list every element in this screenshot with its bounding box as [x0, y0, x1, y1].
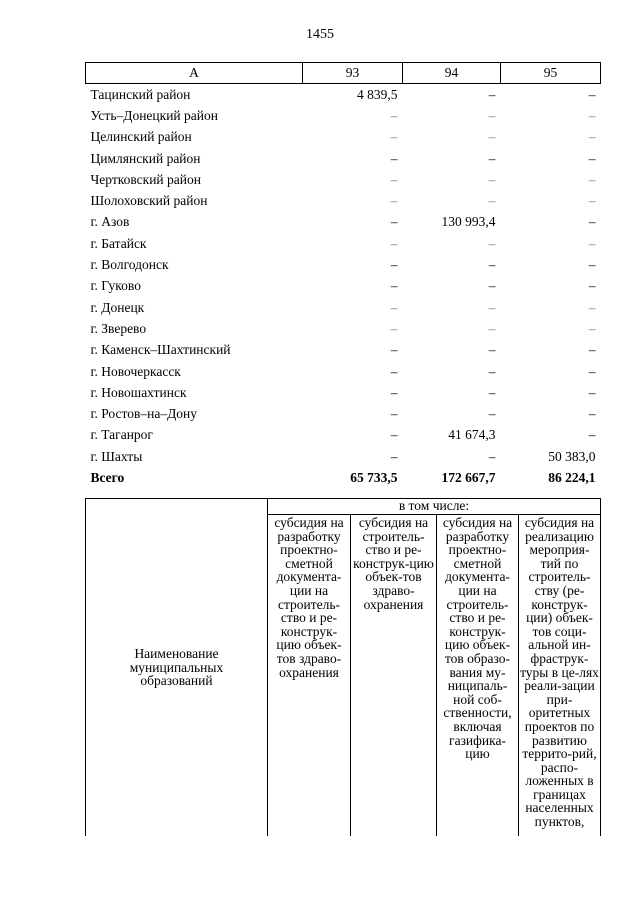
header-col-a: А — [86, 63, 303, 84]
row-value-94: – — [488, 107, 496, 123]
column-subsidy-build-health — [351, 515, 437, 837]
row-value-95: – — [588, 427, 596, 443]
row-value-94: – — [488, 299, 496, 315]
row-value-95: – — [588, 384, 596, 400]
table-row — [86, 382, 601, 403]
row-value-94: 130 993,4 — [441, 214, 496, 230]
row-value-95: – — [588, 214, 596, 230]
row-value-95: 50 383,0 — [548, 448, 596, 464]
row-name: г. Шахты — [90, 448, 143, 464]
column-subsidy-build-health-label: субсидия на строитель-ство и ре-конструк-цию объек-тов здраво-охранения — [353, 516, 434, 612]
header-col-93: 93 — [303, 63, 403, 84]
group-header: в том числе: — [268, 499, 601, 515]
table-row — [86, 127, 601, 148]
row-value-93: – — [390, 214, 398, 230]
total-value-95: 86 224,1 — [548, 469, 596, 485]
table-row — [86, 340, 601, 361]
row-name: г. Каменск–Шахтинский — [90, 342, 231, 358]
total-row — [86, 467, 601, 488]
table-row — [86, 84, 601, 106]
row-value-94: – — [488, 342, 496, 358]
row-value-95: – — [588, 278, 596, 294]
row-value-93: – — [390, 320, 398, 336]
row-name: г. Ростов–на–Дону — [90, 406, 198, 422]
total-value-93: 65 733,5 — [350, 469, 398, 485]
row-name: г. Новошахтинск — [90, 384, 187, 400]
row-name: Чертковский район — [90, 171, 201, 187]
row-value-95: – — [588, 171, 596, 187]
table-row — [86, 233, 601, 254]
row-value-93: – — [390, 278, 398, 294]
row-value-93: – — [390, 448, 398, 464]
row-value-93: – — [390, 363, 398, 379]
header-col-94: 94 — [403, 63, 501, 84]
page-number: 1455 — [306, 27, 334, 42]
row-name: Усть–Донецкий район — [90, 107, 218, 123]
row-value-94: – — [488, 448, 496, 464]
row-value-93: – — [390, 171, 398, 187]
row-value-95: – — [588, 129, 596, 145]
row-value-94: – — [488, 193, 496, 209]
row-value-93: – — [390, 257, 398, 273]
total-value-94: 172 667,7 — [441, 469, 496, 485]
table-row — [86, 254, 601, 275]
row-name: г. Батайск — [90, 235, 147, 251]
table-row — [86, 318, 601, 339]
row-value-93: – — [390, 299, 398, 315]
table-body — [86, 84, 601, 489]
row-name: г. Донецк — [90, 299, 145, 315]
column-subsidy-design-health — [268, 515, 351, 837]
row-value-93: – — [390, 427, 398, 443]
row-value-93: – — [390, 193, 398, 209]
row-value-93: – — [390, 150, 398, 166]
row-name: Целинский район — [90, 129, 192, 145]
row-value-95: – — [588, 86, 596, 102]
table-row — [86, 212, 601, 233]
municipality-header — [86, 499, 268, 837]
row-value-93: – — [390, 235, 398, 251]
total-label: Всего — [90, 469, 125, 485]
row-value-94: – — [488, 278, 496, 294]
table-row — [86, 169, 601, 190]
row-name: г. Таганрог — [90, 427, 153, 443]
row-value-95: – — [588, 406, 596, 422]
row-value-94: – — [488, 86, 496, 102]
column-header-table — [85, 498, 601, 836]
row-name: г. Волгодонск — [90, 257, 169, 273]
row-name: Цимлянский район — [90, 150, 201, 166]
row-value-94: – — [488, 257, 496, 273]
row-value-95: – — [588, 363, 596, 379]
row-value-95: – — [588, 193, 596, 209]
row-value-94: – — [488, 406, 496, 422]
header-col-95: 95 — [501, 63, 601, 84]
table-row — [86, 148, 601, 169]
column-subsidy-social-infrastructure-label: субсидия на реализацию мероприя-тий по строитель-ству (ре-конструк-ции) объек-тов соци-альной ин-фраструк-туры в це-лях реали-зации при-оритетных проектов по развитию террито-рий, распо-ложенных в границах населенных пунктов, — [520, 516, 599, 830]
table-header-row — [86, 63, 601, 84]
row-name: г. Азов — [90, 214, 130, 230]
row-name: Тацинский район — [90, 86, 191, 102]
row-value-93: – — [390, 384, 398, 400]
table-row — [86, 425, 601, 446]
row-name: г. Новочеркасск — [90, 363, 181, 379]
row-value-93: – — [390, 342, 398, 358]
row-value-94: – — [488, 363, 496, 379]
row-value-94: – — [488, 235, 496, 251]
table-row — [86, 105, 601, 126]
row-value-95: – — [588, 150, 596, 166]
row-value-95: – — [588, 107, 596, 123]
row-value-95: – — [588, 257, 596, 273]
row-value-95: – — [588, 299, 596, 315]
column-subsidy-design-health-label: субсидия на разработку проектно-сметной документа-ции на строитель-ство и ре-конструк-цию объек-тов здраво-охранения — [274, 516, 344, 680]
row-name: Шолоховский район — [90, 193, 208, 209]
municipality-header-label: Наименование муниципальных образований — [129, 646, 224, 689]
budget-table — [85, 62, 601, 489]
row-value-93: – — [390, 129, 398, 145]
row-value-95: – — [588, 342, 596, 358]
row-value-93: 4 839,5 — [357, 86, 398, 102]
table-row — [86, 297, 601, 318]
row-value-94: – — [488, 171, 496, 187]
row-value-94: – — [488, 320, 496, 336]
column-subsidy-design-education — [437, 515, 519, 837]
column-subsidy-design-education-label: субсидия на разработку проектно-сметной документа-ции на строитель-ство и ре-конструк-цию объек-тов образо-вания му-ниципаль-ной соб-ственности, включая газифика-цию — [442, 516, 513, 762]
row-value-95: – — [588, 320, 596, 336]
table-row — [86, 361, 601, 382]
column-subsidy-social-infrastructure — [519, 515, 601, 837]
table-row — [86, 446, 601, 467]
table-row — [86, 190, 601, 211]
table-row — [86, 276, 601, 297]
row-value-93: – — [390, 107, 398, 123]
row-value-94: – — [488, 384, 496, 400]
row-name: г. Гуково — [90, 278, 141, 294]
row-value-94: – — [488, 150, 496, 166]
row-value-94: 41 674,3 — [448, 427, 496, 443]
row-name: г. Зверево — [90, 320, 147, 336]
row-value-95: – — [588, 235, 596, 251]
row-value-94: – — [488, 129, 496, 145]
row-value-93: – — [390, 406, 398, 422]
table-row — [86, 403, 601, 424]
